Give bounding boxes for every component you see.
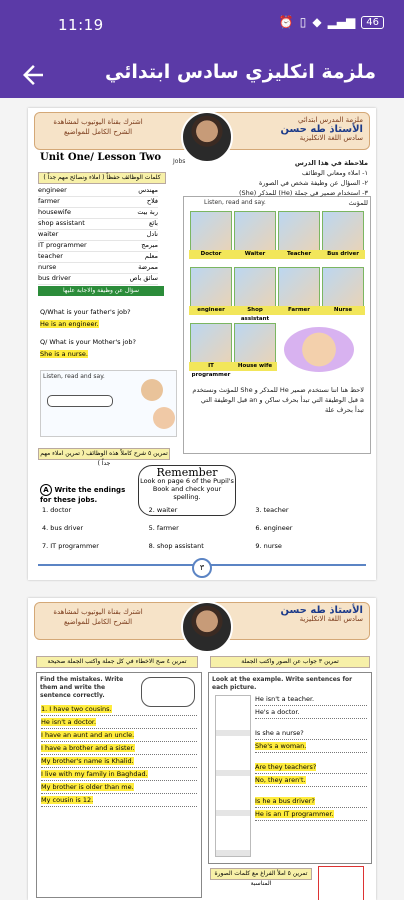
vocab-header: كلمات الوظائف حفظاً ( املاء ونصائح مهم جداً ) bbox=[38, 172, 166, 184]
job-picture: Bus driver bbox=[322, 211, 364, 251]
endings-list: 1. doctor 2. waiter 3. teacher 4. bus driver 5. farmer 6. engineer 7. IT programmer 8. shop assistant 9. nurse bbox=[42, 506, 293, 550]
vibrate-icon: ▯ bbox=[299, 15, 307, 29]
vocab-list bbox=[38, 186, 158, 296]
look-write-section: Look at the example. Write sentences for each picture. He isn't a teacher. He's a doctor. Is she a nurse? She's a woman. Are they teachers? No, they aren't. Is he a bus driver? He is an IT programmer. bbox=[208, 672, 372, 864]
vocab-row: teacher معلم bbox=[38, 252, 158, 263]
signal-icon: ▂▄▆ bbox=[327, 15, 356, 29]
arrow-back-icon[interactable] bbox=[18, 60, 48, 90]
qa-block: Q/What is your father's job? He is an engineer. Q/ What is your Mother's job? She is a nurse. bbox=[40, 308, 136, 358]
job-picture: engineer bbox=[190, 267, 232, 307]
wifi-icon: ◆ bbox=[312, 15, 322, 29]
vocab-row: bus driver سائق باص bbox=[38, 274, 158, 285]
header-right-text: ملزمة المدرس ابتدائي الأستاذ طه حسن سادس اللغة الانكليزية bbox=[280, 116, 363, 142]
document-page-2[interactable] bbox=[28, 598, 376, 900]
right-exercise-bar: تمرين ٣ جواب عن الصور واكتب الجملة bbox=[210, 656, 370, 668]
page-title: ملزمة انكليزي سادس ابتدائي bbox=[105, 61, 376, 83]
job-picture: Teacher bbox=[278, 211, 320, 251]
vocab-row: IT programmer مبرمج bbox=[38, 241, 158, 252]
job-picture: Waiter bbox=[234, 211, 276, 251]
remember-bubble: Remember Look on page 6 of the Pupil's Book and check your spelling. bbox=[138, 465, 236, 516]
exercise-a: A Write the endings for these jobs. bbox=[40, 486, 126, 504]
unit-title: Unit One/ Lesson Two bbox=[40, 152, 162, 163]
page-number: ٣ bbox=[192, 558, 212, 578]
document-page-1[interactable] bbox=[28, 108, 376, 580]
listen-picture: Listen, read and say. bbox=[40, 370, 177, 437]
teacher-avatar bbox=[181, 601, 233, 653]
jobs-title: Jobs bbox=[173, 158, 186, 165]
teacher-avatar bbox=[181, 111, 233, 163]
green-bar: سؤال عن وظيفة والاجابة عليها bbox=[38, 286, 164, 296]
app-bar bbox=[0, 52, 404, 98]
vocab-row: nurse ممرضة bbox=[38, 263, 158, 274]
jobs-picture-grid: Listen, read and say. Doctor Waiter Teacher Bus driver engineer Shop assistant Farmer Nurse IT programmer House wife لاحظ هنا اننا نستخدم ضمير He للمذكر و She للمؤنث ونستخدم a قبل الوظيفة التي تبدأ بحرف ساكن و an قبل الوظيفة التي تبدأ بحرف علة bbox=[183, 196, 371, 454]
job-picture: Nurse bbox=[322, 267, 364, 307]
job-picture: Farmer bbox=[278, 267, 320, 307]
status-bar bbox=[0, 0, 404, 52]
battery-icon: 46 bbox=[361, 16, 384, 29]
vocab-row: waiter نادل bbox=[38, 230, 158, 241]
job-picture: Shop assistant bbox=[234, 267, 276, 307]
header-right-text: الأستاذ طه حسن سادس اللغة الانكليزية bbox=[280, 605, 363, 623]
alarm-icon: ⏰ bbox=[278, 15, 294, 29]
right-notes: ملاحظة في هذا الدرس ١- املاء ومعاني الوظائف ٢- السؤال عن وظيفة شخص في الصورة ٣- استخدام ضمير في جملة (He) للمذكر (She) للمؤنث bbox=[238, 159, 368, 207]
promo-badge bbox=[318, 866, 364, 900]
page-header bbox=[34, 602, 370, 640]
status-icons bbox=[279, 15, 384, 29]
header-left-text: اشترك بقناة اليوتيوب لمشاهدة الشرح الكامل للمواضيع bbox=[53, 118, 143, 136]
left-exercise-bar: تمرين ٤ صح الاخطاء في كل جملة واكتب الجملة صحيحة bbox=[36, 656, 198, 668]
exercise-bar: تمرين ٥ شرح كاملاً هذه الوظائف ( تمرين املاء مهم جداً ) bbox=[38, 448, 170, 460]
vocab-row: farmer فلاح bbox=[38, 197, 158, 208]
vocab-row: shop assistant بائع bbox=[38, 219, 158, 230]
job-picture: IT programmer bbox=[190, 323, 232, 363]
vocab-row: housewife ربة بيت bbox=[38, 208, 158, 219]
job-picture: House wife bbox=[234, 323, 276, 363]
job-picture: Doctor bbox=[190, 211, 232, 251]
status-time: 11:19 bbox=[58, 16, 104, 34]
bottom-exercise-bar: تمرين ٥ املأ الفراغ مع كلمات الصورة المناسبة bbox=[210, 868, 312, 880]
vocab-row: engineer مهندس bbox=[38, 186, 158, 197]
grammar-note: لاحظ هنا اننا نستخدم ضمير He للمذكر و She للمؤنث ونستخدم a قبل الوظيفة التي تبدأ بحرف ساكن و an قبل الوظيفة التي تبدأ بحرف علة bbox=[192, 386, 364, 414]
find-mistakes-section: Find the mistakes. Write them and write the sentence correctly. 1. I have two cousins. He isn't a doctor. I have an aunt and an uncle. I have a brother and a sister. My brother's name is Khalid. I live with my family in Baghdad. My brother is older than me. My cousin is 12. bbox=[36, 672, 202, 898]
document-viewer[interactable] bbox=[0, 98, 404, 900]
page-header bbox=[34, 112, 370, 150]
header-left-text: اشترك بقناة اليوتيوب لمشاهدة الشرح الكامل للمواضيع bbox=[53, 608, 143, 626]
